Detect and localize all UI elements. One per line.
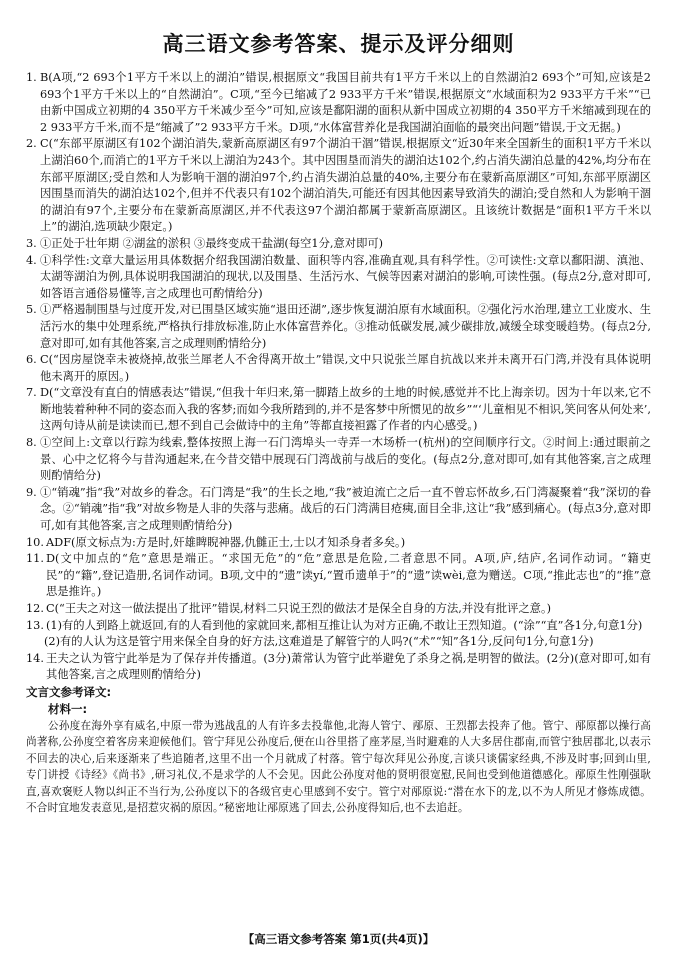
answer-item-8 (26, 435, 651, 485)
material-label: 材料一: (48, 701, 88, 716)
answer-item-13 (26, 618, 651, 635)
item-number: 1. (26, 71, 37, 84)
item-text: ①“销魂”指“我”对故乡的眷念。石门湾是“我”的生长之地,“我”被迫流亡之后一直不曾忘怀故乡,石门湾凝聚着“我”深切的眷念。②“销魂”指“我”对故乡物是人非的失落与悲痛。战后的石门湾满目疮痍,面目全非,这让“我”感到痛心。(每点3分,意对即可,如有其他答案,言之成理则酌情给分) (40, 485, 651, 533)
answer-item-13-part-2: (2)有的人认为这是管宁用来保全自身的好方法,这难道是了解管宁的人吗?(“术”“知”各1分,反问句1分,句意1分) (44, 635, 594, 649)
item-number: 11. (26, 552, 44, 566)
answer-item-4 (26, 253, 651, 303)
item-number: 7. (26, 386, 37, 400)
answer-list (26, 70, 651, 684)
item-text: (1)有的人到路上就返回,有的人看到他的家就回来,都相互推让认为对方正确,不敢让王烈知道。(“涂”“直”各1分,句意1分) (46, 618, 643, 632)
item-text: 王夫之认为管宁此举是为了保存并传播道。(3分)萧常认为管宁此举避免了杀身之祸,是明智的做法。(2分)(意对即可,如有其他答案,言之成理则酌情给分) (46, 651, 651, 682)
item-text: ①正处于壮年期 ②湖盆的淤积 ③最终变成干盐湖(每空1分,意对即可) (40, 236, 384, 250)
item-text: ADF(原文标点为:方是时,奸雄睥睨神器,仇雠正士,士以才知杀身者多矣。) (46, 535, 406, 549)
item-number: 8. (26, 436, 37, 450)
section-heading: 文言文参考译文: (26, 684, 112, 699)
answer-item-14 (26, 651, 651, 684)
answer-item-1 (26, 70, 651, 136)
item-number: 9. (26, 485, 37, 499)
page-footer: 【高三语文参考答案 第1页(共4页)】 (242, 932, 435, 946)
item-text: B(A项,“2 693个1平方千米以上的湖泊”错误,根据原文“我国目前共有1平方千米以上的自然湖泊2 693个”可知,应该是2 693个1平方千米以上的“自然湖泊”。C项,“至今已缩减了2 933平方千米”错误,根据原文“水域面积为2 933平方千米”“已由新中国成立初期的4 350平方千米减少至今”可知,应该是鄱阳湖的面积从新中国成立初期的4 350平方千米缩减到现在的2 933平方千米,而不是“缩减了”2 933平方千米。D项,“水体富营养化是我国湖泊面临的最突出问题”错误,于文无据。) (40, 71, 651, 134)
item-number: 12. (26, 602, 44, 615)
answer-item-9 (26, 485, 651, 535)
answer-item-3 (26, 236, 651, 253)
item-number: 3. (26, 236, 37, 250)
item-text: ①空间上:文章以行踪为线索,整体按照上海一石门湾埠头一寺弄一木场桥一(杭州)的空间顺序行文。②时间上:通过眼前之景、心中之忆将今与昔沟通起来,在今昔交错中展现石门湾战前与战后的变化。(每点2分,意对即可,如有其他答案,言之成理则酌情给分) (40, 436, 651, 483)
item-number: 4. (26, 253, 37, 267)
item-number: 10. (26, 535, 44, 549)
item-text: ①严格遏制围垦与过度开发,对已围垦区域实施“退田还湖”,逐步恢复湖泊原有水域面积。②强化污水治理,建立工业废水、生活污水的集中处理系统,严格执行排放标准,防止水体富营养化。③推动低碳发展,减少碳排放,减缓全球变暖趋势。(每点2分,意对即可,如有其他答案,言之成理则酌情给分) (40, 303, 651, 350)
item-text: D(“文章没有直白的情感表达”错误,“但我十年归来,第一脚踏上故乡的土地的时候,感觉并不比上海亲切。因为十年以来,它不断地装着种种不同的姿态而入我的客梦;而如今我所踏到的,并不是客梦中所惯见的故乡”“‘儿童相见不相识,笑问客从何处来’,这两句诗从前是读读而已,想不到自己会做诗中的主角”等都直接袒露了作者的内心感受。) (40, 386, 651, 433)
item-number: 13. (26, 618, 44, 632)
answer-item-10 (26, 535, 651, 552)
answer-item-6 (26, 352, 651, 385)
item-text: C(“王夫之对这一做法提出了批评”错误,材料二只说王烈的做法才是保全自身的方法,并没有批评之意。) (46, 602, 552, 615)
item-text: D(文中加点的“危”意思是端正。“求国无危”的“危”意思是危险,二者意思不同。A项,庐,结庐,名词作动词。“籍吏民”的“籍”,登记造册,名词作动词。B项,文中的“遗”读yí,“置币遗单于”的“遗”读wèi,意为赠送。C项,“推此志也”的“推”意思是推许。) (46, 552, 651, 599)
page-title: 高三语文参考答案、提示及评分细则 (162, 32, 515, 56)
item-text: ①科学性:文章大量运用具体数据介绍我国湖泊数量、面积等内容,准确直观,具有科学性。②可读性:文章以鄱阳湖、滇池、太湖等湖泊为例,具体说明我国湖泊的现状,以及围垦、生活污水、气候等因素对湖泊的影响,可读性强。(每点2分,意对即可,如答语言通俗易懂等,言之成理也可酌情给分) (40, 253, 651, 300)
item-number: 2. (26, 137, 37, 151)
answer-item-5 (26, 302, 651, 352)
item-number: 6. (26, 353, 37, 367)
translation-paragraph: 公孙度在海外享有威名,中原一带为逃战乱的人有许多去投靠他,北海人管宁、邴原、王烈都去投奔了他。管宁、邴原都以操行高尚著称,公孙度空着客房来迎候他们。管宁拜见公孙度后,便在山谷里搭了座茅屋,当时避难的人大多居住郡南,而管宁独居郡北,以表示不回去的决心,后来逐渐来了些追随者,这里不出一个月就成了村落。管宁每次拜见公孙度,言谈只谈儒家经典,不涉及时事;回到山里,专门讲授《诗经》《尚书》,研习礼仪,不是求学的人不会见。因此公孙度对他的贤明很宽慰,民间也受到他道德感化。邴原生性刚强耿直,喜欢褒贬人物以纠正不当行为,公孙度以下的各级官吏心里感到不安宁。管宁对邴原说:“潜在水下的龙,以不为人所见才修炼成德。不合时宜地发表意见,是招惹灾祸的原因。”秘密地让邴原逃了回去,公孙度得知后,也不去追赶。 (26, 719, 651, 814)
answer-item-2 (26, 136, 651, 236)
item-text: C(“因房屋饶幸未被烧掉,故张兰犀老人不舍得离开故土”错误,文中只说张兰犀自抗战以来并未离开石门湾,并没有具体说明他未离开的原因。) (40, 353, 651, 383)
answer-item-11 (26, 551, 651, 601)
item-number: 5. (26, 303, 37, 317)
item-number: 14. (26, 651, 44, 665)
answer-item-7 (26, 385, 651, 435)
item-text: C(“东部平原湖区有102个湖泊消失,蒙新高原湖区有97个湖泊干涸”错误,根据原文“近30年来全国新生的面积1平方千米以上湖泊60个,而消亡的1平方千米以上湖泊为243个。其中因围垦而消失的湖泊达102个,约占消失湖泊总量的42%,均分布在东部平原湖区;受自然和人为影响干涸的湖泊97个,约占消失湖泊总量的40%,主要分布在蒙新高原湖区”可知,东部平原湖区因围垦而消失的湖泊达102个,但并不代表只有102个湖泊消失,可能还有因其他因素导致消失的湖泊;受自然和人为影响干涸的湖泊有97个,主要分布在蒙新高原湖区,并不代表这97个湖泊都属于蒙新高原湖区。且该统计数据是“面积1平方千米以上”的湖泊,选项缺少限定。) (40, 137, 651, 234)
answer-item-12 (26, 601, 651, 618)
